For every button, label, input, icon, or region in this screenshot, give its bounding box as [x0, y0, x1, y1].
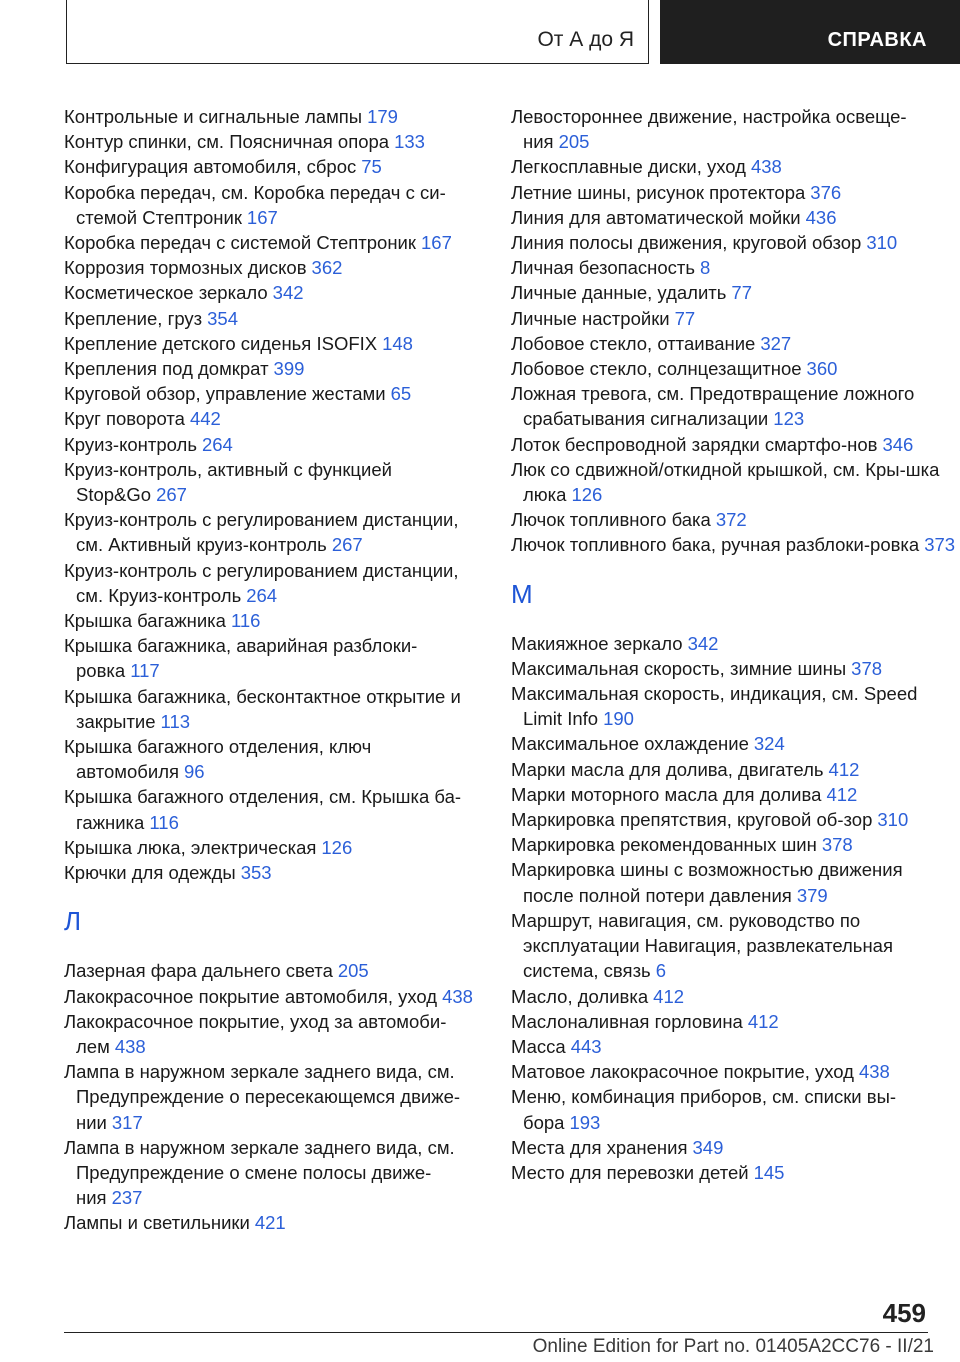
index-entry-text: Лючок топливного бака, ручная разблоки-ровка	[511, 534, 920, 556]
index-entry-text: Круиз-контроль с регулированием дистанции, см. Круиз-контроль	[64, 559, 459, 606]
index-entry	[64, 984, 484, 1009]
index-page-link[interactable]: 264	[246, 584, 278, 606]
index-page-link[interactable]: 412	[828, 758, 860, 780]
index-page-link[interactable]: 353	[240, 862, 272, 884]
index-entry-text: Лобовое стекло, солнцезащитное	[511, 358, 802, 380]
index-entry-text: Контур спинки, см. Поясничная опора	[64, 131, 390, 153]
index-page-link[interactable]: 378	[851, 657, 883, 679]
index-entry	[64, 306, 484, 331]
index-page-link[interactable]: 327	[760, 332, 792, 354]
index-entry	[64, 356, 484, 381]
index-entry-text: Коробка передач с системой Стептроник	[64, 232, 416, 254]
index-entry-text: Лоток беспроводной зарядки смартфо-нов	[511, 433, 878, 455]
index-entry-text: Марки моторного масла для долива	[511, 783, 822, 805]
index-entry-text: Масло, доливка	[511, 985, 649, 1007]
index-entry	[64, 784, 484, 834]
index-entry-text: Меню, комбинация приборов, см. списки вы-бора	[511, 1086, 897, 1133]
index-page-link[interactable]: 167	[421, 232, 452, 254]
index-page-link[interactable]: 342	[687, 632, 719, 654]
index-page-link[interactable]: 438	[858, 1061, 890, 1083]
index-entry	[511, 908, 956, 984]
index-entry	[64, 280, 484, 305]
index-entry-text: Люк со сдвижной/откидной крышкой, см. Кры-шка люка	[511, 458, 940, 506]
index-entry	[511, 1135, 956, 1160]
index-entry-text: Лакокрасочное покрытие автомобиля, уход	[64, 985, 438, 1007]
index-entry	[511, 807, 956, 832]
index-entry-text: Круиз-контроль с регулированием дистанции, см. Активный круиз-контроль	[64, 509, 459, 556]
index-page-link[interactable]: 264	[201, 433, 233, 455]
index-page-link[interactable]: 145	[753, 1161, 785, 1183]
index-entry-text: Конфигурация автомобиля, сброс	[64, 156, 357, 178]
index-entry	[511, 280, 956, 305]
index-entry-text: Лобовое стекло, оттаивание	[511, 332, 756, 354]
index-page-link[interactable]: 436	[805, 206, 837, 228]
index-entry-text: Крышка багажника, аварийная разблоки-ровка	[64, 635, 418, 682]
index-letter-heading: Л	[64, 906, 82, 937]
index-entry-text: Матовое лакокрасочное покрытие, уход	[511, 1061, 854, 1083]
index-entry	[511, 331, 956, 356]
index-entry-text: Масса	[511, 1035, 566, 1057]
index-entry	[511, 1160, 956, 1185]
index-entry	[511, 1059, 956, 1084]
chapter-tab-label: СПРАВКА	[827, 29, 927, 51]
index-column-left	[64, 104, 484, 1236]
index-entry	[511, 832, 956, 857]
index-entry-text: Лампа в наружном зеркале заднего вида, см. Предупреждение о пересекающемся движе-нии	[64, 1061, 461, 1133]
index-page-link[interactable]: 75	[361, 156, 382, 178]
index-page-link[interactable]: 412	[826, 783, 858, 805]
index-entry	[511, 1034, 956, 1059]
index-entry	[511, 507, 956, 532]
index-entry-text: Крышка багажника	[64, 610, 226, 632]
index-page-link[interactable]: 310	[866, 232, 898, 254]
index-entry-text: Круговой обзор, управление жестами	[64, 383, 386, 405]
index-entry	[511, 180, 956, 205]
index-page-link[interactable]: 346	[882, 433, 914, 455]
index-page-link[interactable]: 267	[331, 534, 363, 556]
index-entry	[64, 104, 484, 129]
index-entry-text: Лазерная фара дальнего света	[64, 960, 333, 982]
index-entry-text: Коррозия тормозных дисков	[64, 257, 307, 279]
index-entry	[511, 104, 956, 154]
index-page-link[interactable]: 412	[747, 1010, 779, 1032]
index-page-link[interactable]: 205	[337, 960, 369, 982]
index-entry	[511, 457, 956, 507]
index-page-link[interactable]: 193	[569, 1111, 601, 1133]
index-column-right	[511, 104, 956, 1185]
index-entry-text: Лакокрасочное покрытие, уход за автомоби-лем	[64, 1010, 447, 1057]
index-entry	[64, 457, 484, 507]
index-entry-text: Макияжное зеркало	[511, 632, 683, 654]
index-entry	[64, 734, 484, 784]
index-entry	[511, 757, 956, 782]
index-page-link[interactable]: 376	[810, 181, 842, 203]
footer-divider	[64, 1332, 928, 1333]
index-entry-text: Коробка передач, см. Коробка передач с си-стемой Стептроник	[64, 181, 446, 228]
index-entry	[511, 631, 956, 656]
index-entry	[511, 356, 956, 381]
index-page-link[interactable]: 360	[806, 358, 838, 380]
index-entry-text: Места для хранения	[511, 1136, 688, 1158]
index-entry-text: Летние шины, рисунок протектора	[511, 181, 806, 203]
index-entry-text: Крепления под домкрат	[64, 358, 269, 380]
index-page-link[interactable]: 372	[715, 509, 747, 531]
chapter-tab[interactable]	[660, 0, 960, 64]
page-header	[0, 0, 960, 64]
index-entry	[64, 958, 484, 983]
index-entry-text: Максимальная скорость, индикация, см. Speed Limit Info	[511, 683, 918, 730]
index-entry	[64, 684, 484, 734]
index-page-link[interactable]: 117	[130, 660, 160, 682]
index-entry	[511, 984, 956, 1009]
index-page-link[interactable]: 267	[156, 484, 187, 506]
index-entry-text: Место для перевозки детей	[511, 1161, 749, 1183]
index-entry-text: Личные данные, удалить	[511, 282, 727, 304]
index-entry-text: Максимальное охлаждение	[511, 733, 749, 755]
index-entry	[64, 1059, 484, 1135]
index-entry	[511, 681, 956, 731]
index-entry-text: Личная безопасность	[511, 257, 696, 279]
index-entry	[64, 129, 484, 154]
index-entry-text: Маркировка шины с возможностью движения после полной потери давления	[511, 859, 903, 906]
index-entry	[511, 306, 956, 331]
index-page-link[interactable]: 96	[184, 761, 205, 783]
index-entry	[64, 835, 484, 860]
index-page-link[interactable]: 179	[367, 106, 398, 127]
index-entry	[64, 381, 484, 406]
footer-edition: Online Edition for Part no. 01405A2CC76 - II/21	[532, 1336, 934, 1357]
section-title: От А до Я	[537, 28, 634, 51]
index-entry-text: Крепление детского сиденья ISOFIX	[64, 332, 378, 354]
index-entry-text: Крышка люка, электрическая	[64, 836, 317, 858]
index-entry-text: Лампа в наружном зеркале заднего вида, см. Предупреждение о смене полосы движе-ния	[64, 1136, 455, 1209]
index-entry	[511, 731, 956, 756]
index-page-link[interactable]: 342	[272, 282, 304, 304]
index-page-link[interactable]: 373	[924, 534, 956, 556]
index-letter-heading: М	[511, 578, 533, 609]
index-page-link[interactable]: 148	[382, 332, 413, 354]
index-entry	[64, 558, 484, 608]
index-entry	[511, 656, 956, 681]
index-entry-text: Линия для автоматической мойки	[511, 206, 801, 228]
index-page-link[interactable]: 126	[571, 484, 603, 506]
index-entry	[511, 255, 956, 280]
index-entry	[64, 608, 484, 633]
page-number: 459	[882, 1298, 926, 1328]
index-entry	[511, 432, 956, 457]
index-entry	[64, 1009, 484, 1059]
index-page-link[interactable]: 8	[700, 257, 711, 279]
index-entry	[64, 180, 484, 230]
index-page-link[interactable]: 133	[394, 131, 425, 153]
index-page-link[interactable]: 77	[674, 307, 696, 329]
index-entry-text: Личные настройки	[511, 307, 670, 329]
index-entry-text: Лампы и светильники	[64, 1212, 250, 1234]
index-page-link[interactable]: 77	[731, 282, 752, 304]
index-entry	[511, 381, 956, 431]
index-entry-text: Косметическое зеркало	[64, 282, 268, 304]
section-header-box	[66, 0, 649, 64]
index-entry-text: Круиз-контроль, активный с функцией Stop&Go	[64, 458, 392, 506]
index-page-link[interactable]: 421	[254, 1212, 286, 1234]
index-entry-text: Круг поворота	[64, 408, 185, 430]
index-entry	[511, 154, 956, 179]
index-entry	[511, 1009, 956, 1034]
index-entry	[64, 432, 484, 457]
index-entry	[64, 1135, 484, 1211]
index-entry-text: Маркировка препятствия, круговой об-зор	[511, 809, 873, 831]
index-entry-text: Ложная тревога, см. Предотвращение ложного срабатывания сигнализации	[511, 383, 915, 430]
index-entry-text: Левостороннее движение, настройка освеще-ния	[511, 106, 907, 153]
index-page-link[interactable]: 378	[821, 834, 853, 856]
index-entry	[511, 532, 956, 557]
index-entry	[64, 1210, 484, 1235]
index-page-link[interactable]: 167	[246, 206, 278, 228]
index-page-link[interactable]: 324	[753, 733, 785, 755]
index-entry-text: Максимальная скорость, зимние шины	[511, 657, 847, 679]
index-entry	[511, 230, 956, 255]
index-entry-text: Крышка багажного отделения, см. Крышка ба-гажника	[64, 786, 462, 833]
index-page-link[interactable]: 205	[558, 131, 590, 153]
index-entry	[64, 406, 484, 431]
index-entry	[511, 857, 956, 907]
index-page-link[interactable]: 362	[311, 257, 343, 279]
index-entry-text: Круиз-контроль	[64, 433, 197, 455]
index-entry-text: Маслоналивная горловина	[511, 1010, 743, 1032]
index-page-link[interactable]: 443	[570, 1035, 602, 1057]
index-entry	[64, 633, 484, 683]
index-entry-text: Линия полосы движения, круговой обзор	[511, 232, 862, 254]
index-entry-text: Маршрут, навигация, см. руководство по эксплуатации Навигация, развлекательная система, связь	[511, 909, 893, 982]
index-entry	[511, 782, 956, 807]
index-entry-text: Крышка багажника, бесконтактное открытие и закрытие	[64, 685, 461, 732]
index-page-link[interactable]: 412	[653, 985, 685, 1007]
index-page-link[interactable]: 126	[321, 836, 353, 858]
index-page-link[interactable]: 399	[273, 358, 305, 380]
index-entry-text: Маркировка рекомендованных шин	[511, 834, 817, 856]
index-page-link[interactable]: 442	[189, 408, 221, 430]
index-page-link[interactable]: 438	[114, 1035, 146, 1057]
index-page-link[interactable]: 438	[442, 985, 473, 1007]
index-entry-text: Лючок топливного бака	[511, 509, 711, 531]
index-page-link[interactable]: 116	[149, 811, 179, 833]
index-page-link[interactable]: 317	[111, 1111, 143, 1133]
index-entry-text: Легкосплавные диски, уход	[511, 156, 746, 178]
index-entry	[64, 507, 484, 557]
index-page-link[interactable]: 113	[160, 710, 191, 732]
index-page-link[interactable]: 310	[877, 809, 909, 831]
index-page-link[interactable]: 354	[207, 307, 239, 329]
index-entry	[511, 1084, 956, 1134]
index-page-link[interactable]: 123	[773, 408, 805, 430]
index-entry	[64, 860, 484, 885]
index-entry-text: Контрольные и сигнальные лампы	[64, 106, 363, 127]
index-page-link[interactable]: 190	[603, 708, 634, 730]
index-entry-text: Крепление, груз	[64, 307, 203, 329]
index-page-link[interactable]: 438	[750, 156, 782, 178]
index-entry	[511, 205, 956, 230]
index-entry	[64, 154, 484, 179]
index-entry	[64, 230, 484, 255]
index-page-link[interactable]: 379	[796, 884, 828, 906]
index-entry	[64, 331, 484, 356]
index-page-link[interactable]: 65	[390, 383, 412, 405]
index-page-link[interactable]: 116	[230, 610, 261, 632]
index-entry	[64, 255, 484, 280]
index-page-link[interactable]: 237	[111, 1187, 143, 1209]
index-page-link[interactable]: 6	[655, 960, 666, 982]
index-entry-text: Крышка багажного отделения, ключ автомобиля	[64, 736, 372, 783]
index-entry-text: Марки масла для долива, двигатель	[511, 758, 824, 780]
index-page-link[interactable]: 349	[692, 1136, 724, 1158]
index-entry-text: Крючки для одежды	[64, 862, 236, 884]
